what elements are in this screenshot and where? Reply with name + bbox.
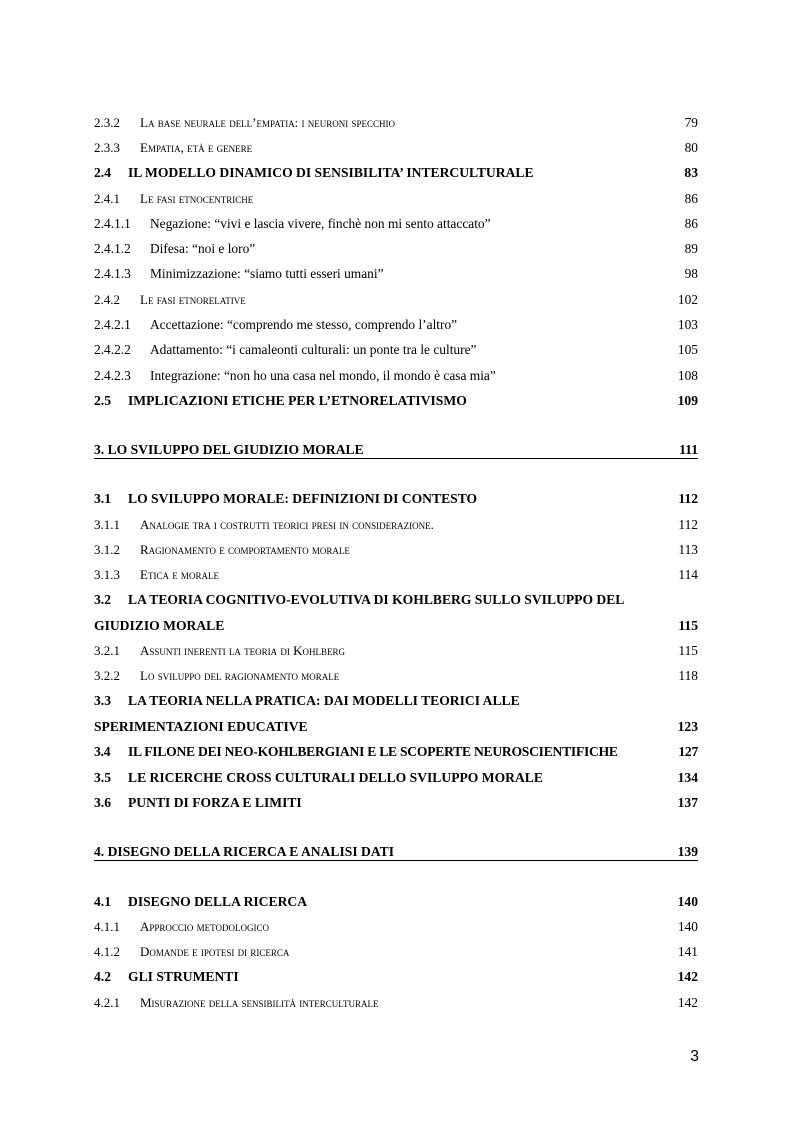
entry-page: 115 [678, 643, 698, 658]
entry-title: GIUDIZIO MORALE [94, 618, 225, 633]
toc-section-continued [94, 615, 698, 637]
entry-title: LA TEORIA COGNITIVO-EVOLUTIVA DI KOHLBERG SULLO SVILUPPO DEL [128, 592, 625, 607]
toc-entry [94, 263, 698, 285]
entry-page: 112 [678, 517, 698, 532]
entry-number: 4.1.1 [94, 919, 120, 934]
page-number: 3 [690, 1048, 699, 1065]
toc-section [94, 741, 698, 763]
entry-page: 105 [677, 342, 698, 357]
toc-chapter [94, 841, 698, 861]
entry-page: 142 [677, 995, 698, 1010]
toc-section [94, 767, 698, 789]
entry-page: 137 [677, 795, 698, 810]
entry-title: Ragionamento e comportamento morale [140, 542, 350, 557]
entry-number: 3.2 [94, 592, 111, 607]
entry-title: Difesa: “noi e loro” [150, 241, 256, 256]
entry-number: 3.5 [94, 770, 111, 785]
toc-entry [94, 640, 698, 662]
toc-entry [94, 314, 698, 336]
entry-page: 139 [677, 844, 698, 859]
entry-title: SPERIMENTAZIONI EDUCATIVE [94, 719, 308, 734]
entry-page: 80 [684, 140, 698, 155]
entry-title: IMPLICAZIONI ETICHE PER L’ETNORELATIVISMO [128, 393, 467, 408]
entry-page: 140 [677, 894, 698, 909]
toc-section-continued [94, 716, 698, 738]
entry-title: Accettazione: “comprendo me stesso, comprendo l’altro” [150, 317, 458, 332]
entry-title: Domande e ipotesi di ricerca [140, 944, 290, 959]
toc-entry [94, 514, 698, 536]
entry-title: IL FILONE DEI NEO-KOHLBERGIANI E LE SCOPERTE NEUROSCIENTIFICHE [128, 744, 618, 759]
entry-title: DISEGNO DELLA RICERCA [128, 894, 308, 909]
entry-page: 83 [684, 165, 698, 180]
entry-title: PUNTI DI FORZA E LIMITI [128, 795, 302, 810]
toc-entry [94, 564, 698, 586]
toc-section [94, 792, 698, 814]
entry-page: 115 [678, 618, 698, 633]
entry-number: 2.5 [94, 393, 111, 408]
toc-entry [94, 238, 698, 260]
entry-title: 4. DISEGNO DELLA RICERCA E ANALISI DATI [94, 844, 395, 859]
entry-number: 4.1.2 [94, 944, 120, 959]
toc-entry [94, 539, 698, 561]
toc-entry [94, 213, 698, 235]
toc-entry [94, 188, 698, 210]
toc-entry [94, 916, 698, 938]
toc-section [94, 488, 698, 510]
entry-number: 2.4.1.2 [94, 241, 131, 256]
entry-page: 109 [677, 393, 698, 408]
entry-page: 79 [684, 115, 698, 130]
entry-number: 2.4.2.2 [94, 342, 131, 357]
entry-page: 134 [677, 770, 698, 785]
entry-page: 127 [678, 744, 698, 759]
toc-section [94, 966, 698, 988]
entry-page: 86 [684, 191, 698, 206]
entry-number: 3.3 [94, 693, 111, 708]
toc-section [94, 690, 698, 712]
entry-title: Approccio metodologico [140, 919, 269, 934]
entry-title: Assunti inerenti la teoria di Kohlberg [140, 643, 346, 658]
entry-title: Misurazione della sensibilità interculturale [140, 995, 379, 1010]
toc-entry [94, 137, 698, 159]
entry-number: 2.4.2.3 [94, 368, 131, 383]
entry-number: 2.4.2 [94, 292, 120, 307]
toc-chapter [94, 439, 698, 459]
entry-title: LE RICERCHE CROSS CULTURALI DELLO SVILUPPO MORALE [128, 770, 543, 785]
entry-title: IL MODELLO DINAMICO DI SENSIBILITA’ INTERCULTURALE [128, 165, 534, 180]
toc-entry [94, 289, 698, 311]
entry-title: La base neurale dell’empatia: i neuroni specchio [140, 115, 396, 130]
toc-section [94, 891, 698, 913]
entry-page: 98 [684, 266, 698, 281]
entry-number: 2.3.3 [94, 140, 120, 155]
entry-title: Minimizzazione: “siamo tutti esseri umani” [150, 266, 384, 281]
entry-number: 2.4.1.3 [94, 266, 131, 281]
toc-section [94, 162, 698, 184]
entry-number: 3.4 [94, 744, 111, 759]
entry-title: Integrazione: “non ho una casa nel mondo, il mondo è casa mia” [150, 368, 496, 383]
toc-entry [94, 941, 698, 963]
entry-page: 114 [678, 567, 698, 582]
entry-number: 2.4.2.1 [94, 317, 131, 332]
entry-title: Le fasi etnocentriche [140, 191, 254, 206]
entry-title: LO SVILUPPO MORALE: DEFINIZIONI DI CONTESTO [128, 491, 478, 506]
entry-number: 3.6 [94, 795, 111, 810]
entry-number: 2.4.1 [94, 191, 120, 206]
toc-entry [94, 992, 698, 1014]
entry-title: Etica e morale [140, 567, 219, 582]
toc-section [94, 589, 698, 611]
entry-title: 3. LO SVILUPPO DEL GIUDIZIO MORALE [94, 442, 364, 457]
entry-title: GLI STRUMENTI [128, 969, 239, 984]
entry-title: Lo sviluppo del ragionamento morale [140, 668, 340, 683]
entry-page: 89 [684, 241, 698, 256]
toc-entry [94, 665, 698, 687]
entry-page: 112 [678, 491, 698, 506]
entry-number: 2.4 [94, 165, 111, 180]
entry-number: 3.1.3 [94, 567, 120, 582]
entry-number: 3.2.2 [94, 668, 120, 683]
entry-number: 3.1 [94, 491, 111, 506]
entry-title: Analogie tra i costrutti teorici presi in considerazione. [140, 517, 434, 532]
entry-number: 4.1 [94, 894, 111, 909]
entry-page: 142 [677, 969, 698, 984]
entry-page: 123 [677, 719, 698, 734]
entry-page: 103 [677, 317, 698, 332]
entry-page: 86 [684, 216, 698, 231]
entry-number: 3.1.2 [94, 542, 120, 557]
entry-page: 111 [679, 442, 698, 457]
toc-entry [94, 365, 698, 387]
entry-title: Empatia, età e genere [140, 140, 253, 155]
entry-number: 4.2 [94, 969, 111, 984]
entry-title: Le fasi etnorelative [140, 292, 246, 307]
toc-section [94, 390, 698, 412]
entry-title: Negazione: “vivi e lascia vivere, finchè non mi sento attaccato” [150, 216, 491, 231]
entry-number: 3.2.1 [94, 643, 120, 658]
entry-title: Adattamento: “i camaleonti culturali: un ponte tra le culture” [150, 342, 477, 357]
entry-number: 2.4.1.1 [94, 216, 131, 231]
entry-number: 4.2.1 [94, 995, 120, 1010]
entry-page: 108 [677, 368, 698, 383]
toc-entry [94, 339, 698, 361]
entry-page: 141 [677, 944, 698, 959]
entry-number: 2.3.2 [94, 115, 120, 130]
toc-entry [94, 112, 698, 134]
entry-number: 3.1.1 [94, 517, 120, 532]
entry-page: 102 [677, 292, 698, 307]
entry-page: 113 [678, 542, 698, 557]
entry-page: 118 [678, 668, 698, 683]
entry-page: 140 [677, 919, 698, 934]
entry-title: LA TEORIA NELLA PRATICA: DAI MODELLI TEORICI ALLE [128, 693, 520, 708]
